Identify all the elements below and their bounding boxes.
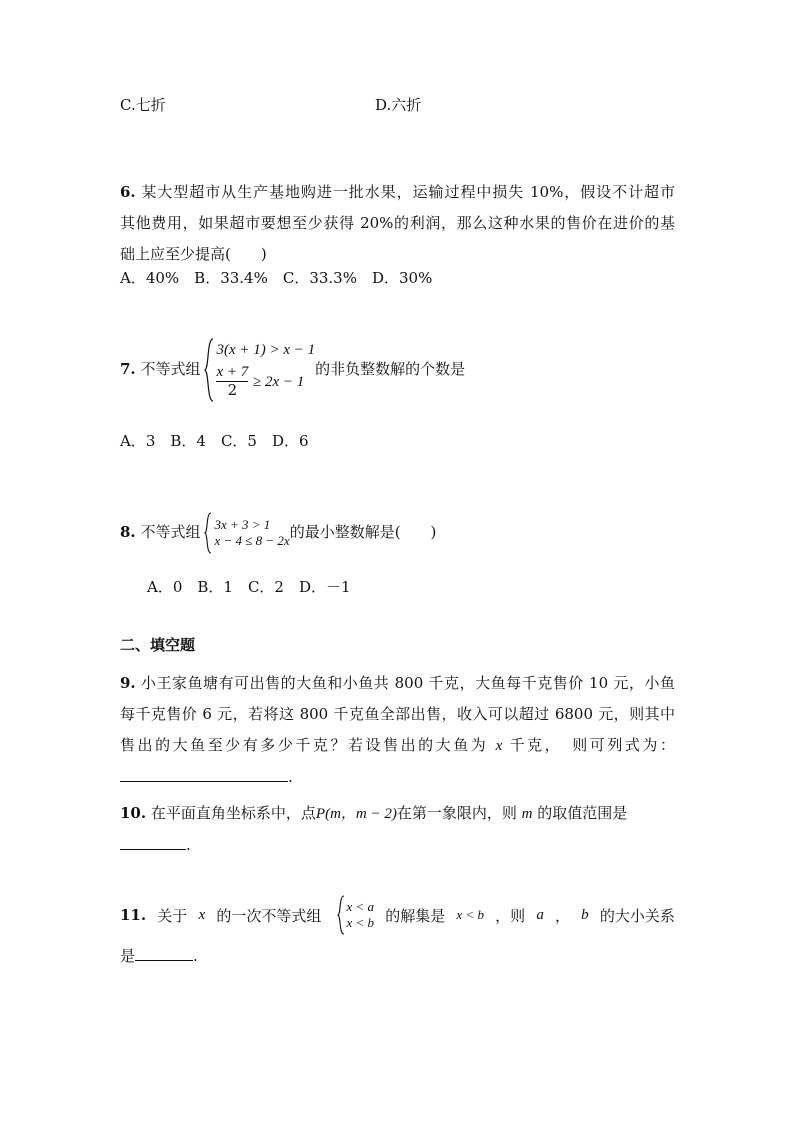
q8-inequality-system <box>214 517 289 550</box>
q7-number: 7. <box>120 360 136 378</box>
q9-answer-blank[interactable] <box>120 767 288 782</box>
q7-inequality-system <box>216 341 315 399</box>
left-brace-icon <box>204 512 212 554</box>
q5-options <box>120 90 680 121</box>
q10-answer-blank[interactable] <box>120 835 186 850</box>
q7-inequality-2: $\frac{x + 7}{2}$ ≥ 2x − 1 <box>216 363 305 399</box>
q6-options: A．40% B．33.4% C．33.3% D．30% <box>120 269 433 287</box>
q7-prefix: 不等式组 <box>140 360 201 378</box>
q5-option-c: C.七折 <box>120 96 166 114</box>
q11-line1: 11. 关于 x 的一次不等式组 x < a x < b 的解集是 x < b ，则 a ， b 的大小关系 <box>120 895 675 935</box>
q10-answer-line: . <box>120 830 675 861</box>
left-brace-icon <box>204 338 214 402</box>
q10-line1: 10. 在平面直角坐标系中，点P(m，m − 2)在第一象限内，则 m 的取值范围是 <box>120 804 628 822</box>
q5-option-d: D.六折 <box>375 96 422 114</box>
q6-line2: 其他费用，如果超市要想至少获得 20%的利润，那么这种水果的售价在进价的基 <box>120 214 675 232</box>
q11-number: 11. <box>120 906 147 924</box>
q11-inequality-1: x < a <box>346 898 375 914</box>
section-heading-fill-in: 二、填空题 <box>120 636 196 654</box>
q9-answer-line: . <box>120 762 675 793</box>
question-8 <box>120 512 436 554</box>
q8-suffix: 的最小整数解是( ) <box>289 523 437 541</box>
question-11 <box>120 895 675 972</box>
q8-inequality-2: x − 4 ≤ 8 − 2x <box>214 533 290 548</box>
q11-inequality-system <box>333 895 375 935</box>
q9-number: 9. <box>120 674 136 692</box>
q11-answer-blank[interactable] <box>135 946 193 961</box>
q7-options: A．3 B．4 C．5 D．6 <box>120 432 309 450</box>
q9-line1: 9. 小王家鱼塘有可出售的大鱼和小鱼共 800 千克，大鱼每千克售价 10 元，小鱼 <box>120 674 675 692</box>
q11-inequality-2: x < b <box>346 915 375 930</box>
q10-number: 10. <box>120 804 147 822</box>
q6-line1: 6. 某大型超市从生产基地购进一批水果，运输过程中损失 10%，假设不计超市 <box>120 183 675 201</box>
q6-line3: 础上应至少提高( ) <box>120 245 267 263</box>
q11-line2: 是 . <box>120 947 198 965</box>
q7-inequality-1: 3(x + 1) > x − 1 <box>216 341 316 358</box>
q9-line3: 售出的大鱼至少有多少千克？若设售出的大鱼为 x 千克， 则可列式为： <box>120 736 675 754</box>
q8-options: A．0 B．1 C．2 D．－1 <box>147 578 351 596</box>
q8-number: 8. <box>120 523 136 541</box>
q11-solution: x < b <box>456 907 484 922</box>
q7-fraction: $\frac{x + 7}{2}$ <box>216 363 249 399</box>
q8-prefix: 不等式组 <box>140 523 201 541</box>
left-brace-icon <box>337 895 345 935</box>
q9-line2: 每千克售价 6 元，若将这 800 千克鱼全部出售，收入可以超过 6800 元，则其中 <box>120 705 675 723</box>
q6-number: 6. <box>120 183 136 201</box>
q10-point: P(m，m − 2) <box>315 806 397 822</box>
question-6 <box>120 177 675 270</box>
q8-inequality-1: 3x + 3 > 1 <box>214 516 271 532</box>
question-10 <box>120 798 675 861</box>
q7-suffix: 的非负整数解的个数是 <box>315 360 466 378</box>
question-9 <box>120 668 675 793</box>
question-7 <box>120 338 465 402</box>
